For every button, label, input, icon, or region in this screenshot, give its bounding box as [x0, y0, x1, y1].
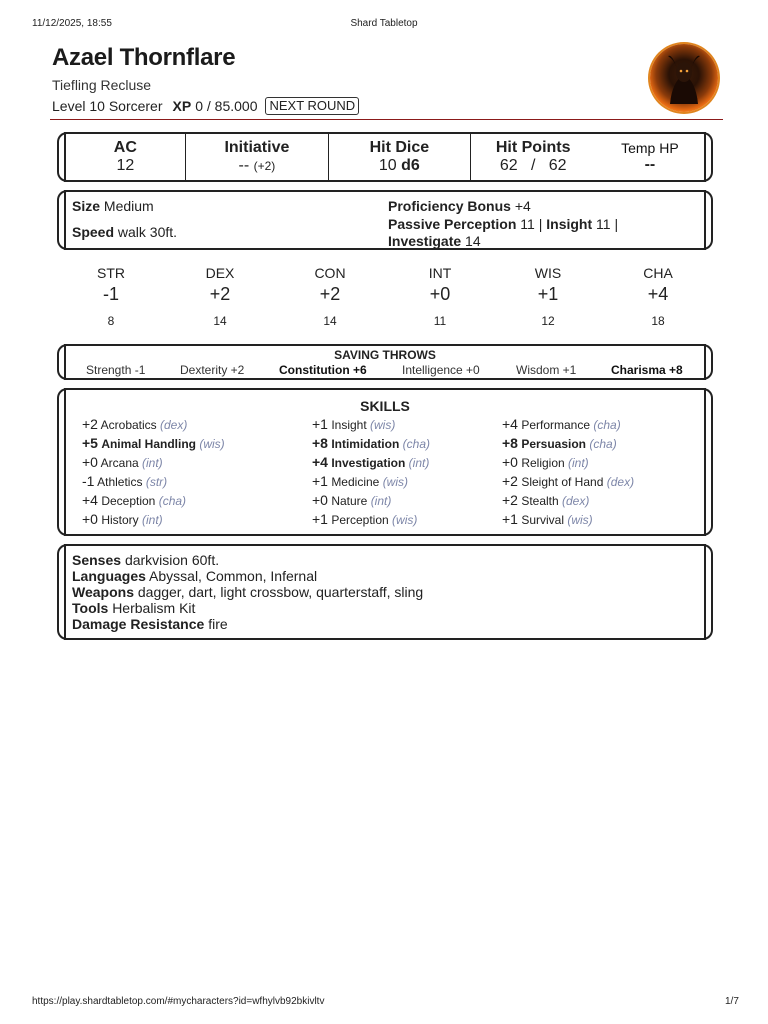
ability-modifier: +4 — [647, 284, 669, 304]
skill-row[interactable] — [312, 473, 408, 489]
languages-value: Abyssal, Common, Infernal — [149, 568, 318, 584]
languages-row — [72, 568, 317, 584]
ability-name: CON — [314, 265, 346, 281]
print-datetime: 11/12/2025, 18:55 — [32, 18, 112, 29]
level-row — [52, 97, 359, 115]
hit-points-cell[interactable] — [471, 134, 704, 180]
skill-name: Acrobatics — [100, 418, 157, 432]
skill-row[interactable] — [82, 492, 186, 508]
skill-row[interactable] — [502, 492, 589, 508]
skill-modifier: +0 — [312, 492, 328, 508]
senses-label: Senses — [72, 552, 122, 568]
insight-value: 11 | — [596, 216, 619, 232]
investigate-value: 14 — [465, 233, 481, 249]
skill-row[interactable] — [312, 454, 429, 470]
ability-name: DEX — [205, 265, 235, 281]
skill-modifier: +1 — [312, 416, 328, 432]
save-wisdom[interactable]: Wisdom +1 — [516, 363, 577, 377]
ability-modifier: -1 — [102, 284, 119, 304]
ability-dex[interactable] — [190, 265, 250, 328]
proficiency-label: Proficiency Bonus — [388, 198, 511, 214]
skill-ability: (dex) — [160, 418, 188, 432]
xp-value: 0 / 85.000 — [195, 98, 258, 114]
print-url: https://play.shardtabletop.com/#mycharacters?id=wfhylvb92bkivltv — [32, 996, 325, 1007]
ability-modifier: +0 — [429, 284, 451, 304]
save-intelligence[interactable]: Intelligence +0 — [402, 363, 480, 377]
skill-modifier: +1 — [502, 511, 518, 527]
skill-modifier: +8 — [502, 435, 518, 451]
ability-int[interactable] — [410, 265, 470, 328]
tools-value: Herbalism Kit — [112, 600, 196, 616]
skill-ability: (wis) — [382, 475, 409, 489]
skill-ability: (int) — [142, 513, 163, 527]
hit-points-label: Hit Points — [495, 139, 571, 156]
initiative-label: Initiative — [224, 139, 290, 156]
ac-cell — [66, 134, 186, 180]
save-constitution[interactable]: Constitution +6 — [279, 363, 367, 377]
skill-row[interactable] — [502, 435, 617, 451]
ability-name: STR — [97, 265, 125, 281]
skill-modifier: +4 — [502, 416, 518, 432]
ability-modifier: +2 — [319, 284, 341, 304]
damage-resistance-row — [72, 616, 228, 632]
ability-score: 14 — [213, 314, 227, 328]
skill-ability: (str) — [145, 475, 168, 489]
tools-row — [72, 600, 195, 616]
skill-ability: (cha) — [158, 494, 187, 508]
investigate-label: Investigate — [388, 233, 462, 249]
hit-dice-label: Hit Dice — [369, 139, 430, 156]
skill-row[interactable] — [82, 416, 187, 432]
ability-score: 8 — [107, 314, 115, 328]
skill-modifier: +1 — [312, 511, 328, 527]
skill-row[interactable] — [502, 454, 589, 470]
ability-cha[interactable] — [628, 265, 688, 328]
print-title: Shard Tabletop — [350, 18, 418, 29]
skill-ability: (wis) — [392, 513, 418, 527]
ac-label: AC — [113, 139, 137, 156]
skill-modifier: +2 — [82, 416, 98, 432]
skill-row[interactable] — [312, 435, 430, 451]
skill-name: Insight — [331, 418, 367, 432]
skill-name: Athletics — [97, 475, 143, 489]
proficiency-row — [388, 198, 531, 214]
skill-name: Investigation — [331, 456, 406, 470]
character-name: Azael Thornflare — [52, 44, 236, 71]
skill-name: Perception — [331, 513, 389, 527]
character-portrait-icon — [650, 44, 718, 112]
hit-dice-cell[interactable] — [329, 134, 470, 180]
investigate-row — [388, 233, 481, 249]
skill-name: Animal Handling — [101, 437, 196, 451]
save-strength[interactable]: Strength -1 — [86, 363, 146, 377]
skill-name: Medicine — [331, 475, 380, 489]
size-label: Size — [72, 198, 101, 214]
next-round-button[interactable]: NEXT ROUND — [265, 97, 359, 115]
ability-str[interactable] — [81, 265, 141, 328]
saving-throws-title: SAVING THROWS — [334, 348, 436, 362]
skill-row[interactable] — [502, 511, 593, 527]
senses-value: darkvision 60ft. — [124, 552, 220, 568]
skill-ability: (wis) — [567, 513, 593, 527]
skill-name: Stealth — [521, 494, 559, 508]
size-value: Medium — [103, 198, 154, 214]
skill-modifier: +0 — [82, 454, 98, 470]
ability-name: INT — [428, 265, 452, 281]
damage-resistance-label: Damage Resistance — [72, 616, 205, 632]
saving-throws-panel — [64, 344, 706, 380]
skill-name: Intimidation — [331, 437, 400, 451]
header-divider — [50, 119, 723, 120]
tools-label: Tools — [72, 600, 109, 616]
hp-current[interactable]: 62 — [499, 157, 518, 174]
skill-ability: (dex) — [562, 494, 590, 508]
speed-value: walk 30ft. — [117, 224, 178, 240]
skill-row[interactable] — [502, 473, 634, 489]
skill-modifier: -1 — [82, 473, 95, 489]
skill-modifier: +8 — [312, 435, 328, 451]
skill-row[interactable] — [82, 454, 163, 470]
passive-row — [388, 216, 618, 232]
temp-hp-value[interactable]: -- — [644, 156, 656, 173]
skill-modifier: +4 — [82, 492, 98, 508]
save-charisma[interactable]: Charisma +8 — [611, 363, 683, 377]
initiative-value: -- — [238, 157, 250, 174]
skill-row[interactable] — [502, 416, 621, 432]
character-subtitle: Tiefling Recluse — [52, 77, 152, 93]
skill-modifier: +0 — [502, 454, 518, 470]
skill-name: Survival — [521, 513, 564, 527]
weapons-value: dagger, dart, light crossbow, quarterstaff, sling — [137, 584, 424, 600]
languages-label: Languages — [72, 568, 146, 584]
passive-perception-value: 11 | — [520, 216, 543, 232]
speed-label: Speed — [72, 224, 115, 240]
speed-row — [72, 224, 177, 240]
avatar[interactable] — [650, 44, 718, 112]
size-row — [72, 198, 154, 214]
skill-modifier: +2 — [502, 492, 518, 508]
ability-modifier: +1 — [537, 284, 559, 304]
skill-ability: (cha) — [589, 437, 617, 451]
traits-panel — [64, 544, 706, 640]
hit-dice-die: d6 — [401, 157, 420, 174]
level-class: Level 10 Sorcerer — [52, 98, 163, 114]
senses-row — [72, 552, 219, 568]
skill-row[interactable] — [312, 492, 391, 508]
skill-ability: (cha) — [402, 437, 430, 451]
skill-name: History — [101, 513, 139, 527]
combat-stats-panel — [64, 132, 706, 182]
insight-label: Insight — [546, 216, 593, 232]
skill-row[interactable] — [82, 473, 167, 489]
ability-score: 18 — [651, 314, 665, 328]
skill-name: Religion — [521, 456, 565, 470]
skill-modifier: +4 — [312, 454, 328, 470]
skill-ability: (int) — [408, 456, 430, 470]
skill-ability: (wis) — [199, 437, 225, 451]
skill-name: Sleight of Hand — [521, 475, 604, 489]
ac-value: 12 — [116, 157, 135, 174]
skill-row[interactable] — [82, 435, 225, 451]
weapons-label: Weapons — [72, 584, 134, 600]
ability-score: 14 — [323, 314, 337, 328]
passive-perception-label: Passive Perception — [388, 216, 517, 232]
ability-con[interactable] — [300, 265, 360, 328]
ability-score: 12 — [541, 314, 555, 328]
skill-row[interactable] — [82, 511, 163, 527]
print-page-number: 1/7 — [725, 996, 739, 1007]
skill-modifier: +0 — [82, 511, 98, 527]
proficiency-value: +4 — [514, 198, 531, 214]
hp-separator: / — [530, 157, 536, 174]
save-dexterity[interactable]: Dexterity +2 — [180, 363, 245, 377]
initiative-mod: (+2) — [253, 159, 276, 173]
skill-name: Nature — [331, 494, 368, 508]
skill-row[interactable] — [312, 416, 395, 432]
temp-hp-label: Temp HP — [621, 140, 679, 156]
hp-max: 62 — [548, 157, 567, 174]
skill-ability: (int) — [370, 494, 392, 508]
skill-row[interactable] — [312, 511, 417, 527]
weapons-row — [72, 584, 423, 600]
ability-score: 11 — [433, 314, 447, 328]
initiative-cell[interactable] — [186, 134, 329, 180]
skill-name: Arcana — [100, 456, 139, 470]
skill-ability: (int) — [568, 456, 589, 470]
info-panel — [64, 190, 706, 250]
skill-modifier: +2 — [502, 473, 518, 489]
skill-ability: (int) — [142, 456, 163, 470]
skill-ability: (dex) — [606, 475, 635, 489]
skills-title: SKILLS — [360, 398, 410, 414]
ability-wis[interactable] — [518, 265, 578, 328]
skill-modifier: +5 — [82, 435, 98, 451]
skill-name: Persuasion — [521, 437, 587, 451]
xp-label: XP — [172, 98, 192, 114]
skill-ability: (cha) — [593, 418, 621, 432]
skill-modifier: +1 — [312, 473, 328, 489]
skill-ability: (wis) — [370, 418, 396, 432]
skills-panel — [64, 388, 706, 536]
ability-modifier: +2 — [209, 284, 231, 304]
ability-name: CHA — [643, 265, 673, 281]
damage-resistance-value: fire — [208, 616, 228, 632]
skill-name: Performance — [521, 418, 591, 432]
hit-dice-count: 10 — [378, 157, 397, 174]
ability-name: WIS — [534, 265, 562, 281]
skill-name: Deception — [101, 494, 156, 508]
